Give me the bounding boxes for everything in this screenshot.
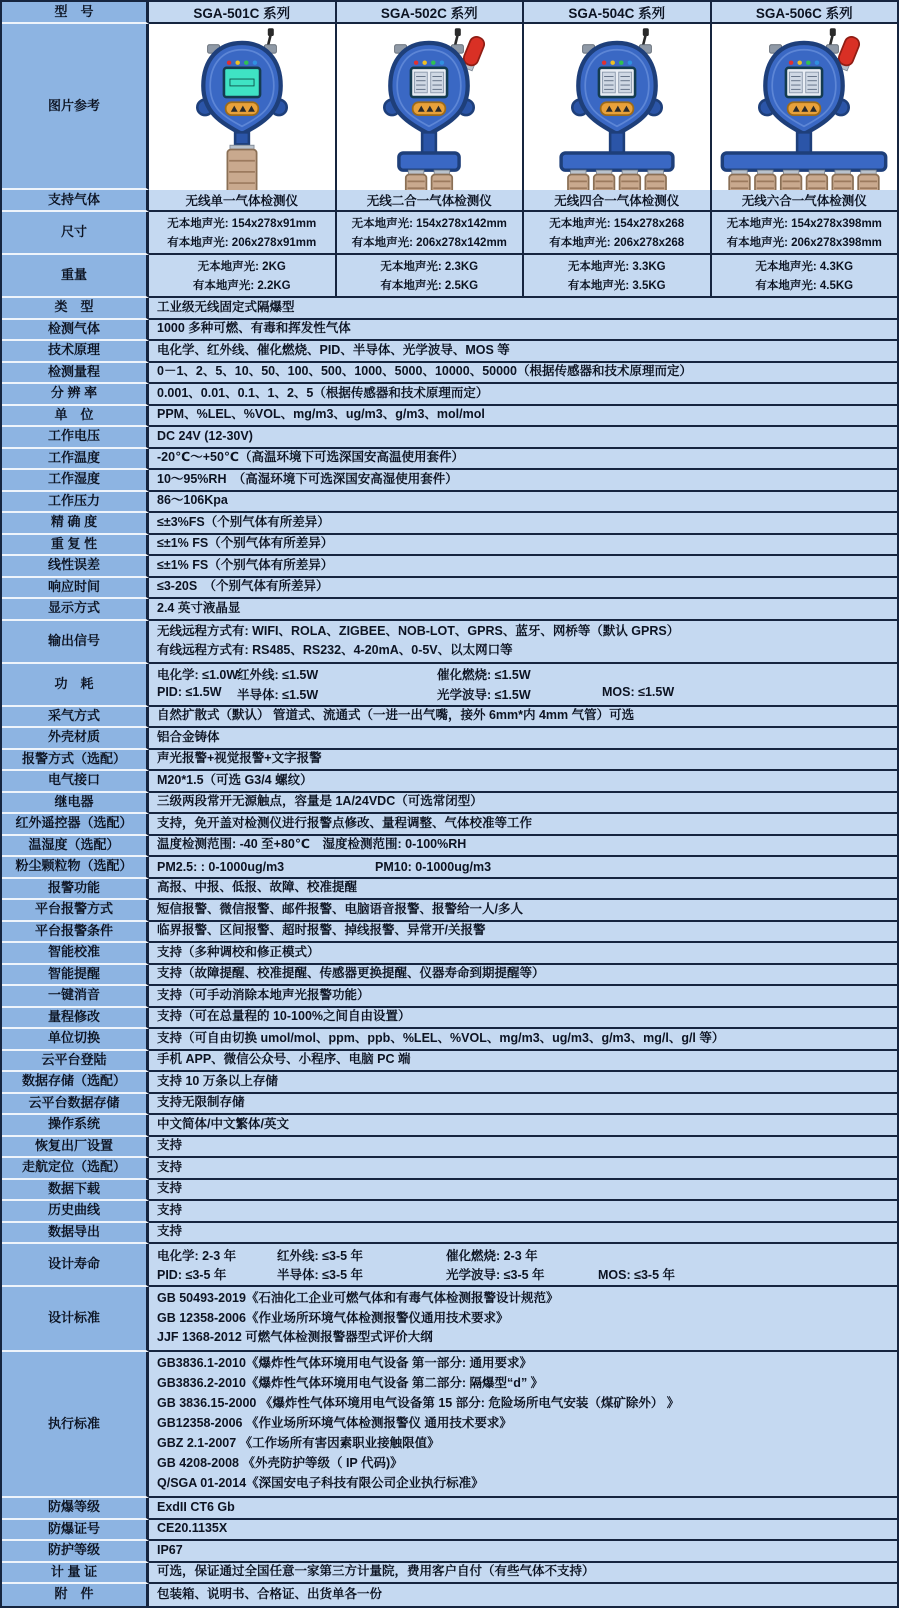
row-label: 量程修改: [2, 1008, 149, 1030]
row-value-text: ≤±3%FS（个别气体有所差异）: [157, 514, 330, 529]
row-value-segment: 红外线: ≤3-5 年: [277, 1248, 364, 1263]
row-value-segment: 光学波导: ≤3-5 年: [446, 1268, 545, 1283]
row-value-line: GB3836.1-2010《爆炸性气体环境用电气设备 第一部分: 通用要求》: [157, 1356, 533, 1371]
row-value: [149, 1115, 897, 1137]
row-value-text: 自然扩散式（默认） 管道式、流通式（一进一出气嘴，接外 6mm*内 4mm 气管）可选: [157, 708, 635, 723]
row-value: [149, 1072, 897, 1094]
table-row: [2, 363, 897, 385]
table-row: [2, 1029, 897, 1051]
row-value: [149, 1158, 897, 1180]
row-value-text: 支持（可自由切换 umol/mol、ppm、ppb、%LEL、%VOL、mg/m3、ug/m3、g/m3、mg/l、g/l 等）: [157, 1030, 725, 1045]
weight-value: 无本地声光: 3.3KG: [567, 261, 666, 273]
table-row: [2, 470, 897, 492]
row-value-text: 支持: [157, 1202, 183, 1217]
row-value: [149, 1287, 897, 1352]
row-label: 数据下载: [2, 1180, 149, 1202]
gas-type-label: 无线四合一气体检测仪: [554, 194, 680, 208]
row-value-segment: 半导体: ≤1.5W: [237, 687, 319, 702]
row-value: [149, 836, 897, 858]
row-label: 工作压力: [2, 492, 149, 514]
row-label: 操作系统: [2, 1115, 149, 1137]
row-value-text: 温度检测范围: -40 至+80℃ 湿度检测范围: 0-100%RH: [157, 837, 467, 852]
row-value-text: ≤±1% FS（个别气体有所差异）: [157, 536, 334, 551]
row-label: 响应时间: [2, 578, 149, 600]
model-header-label: 型 号: [2, 2, 149, 24]
gas-type-label: 无线二合一气体检测仪: [366, 194, 492, 208]
row-value-segment: 催化燃烧: ≤1.5W: [437, 668, 531, 683]
row-value-text: -20℃～+50℃（高温环境下可选深国安高温使用套件）: [157, 450, 465, 465]
image-columns: [149, 24, 897, 190]
table-row: [2, 728, 897, 750]
size-value: 有本地声光: 206x278x142mm: [351, 237, 507, 249]
row-label: 防爆等级: [2, 1498, 149, 1520]
row-label: 粉尘颗粒物（选配）: [2, 857, 149, 879]
row-value-segments: [149, 685, 897, 703]
table-row: [2, 1541, 897, 1563]
table-row: [2, 922, 897, 944]
row-value-text: 1000 多种可燃、有毒和挥发性气体: [157, 321, 351, 336]
table-row: [2, 513, 897, 535]
row-label: 附 件: [2, 1584, 149, 1606]
weight-value: 有本地声光: 2.2KG: [192, 280, 291, 292]
row-label: 类 型: [2, 298, 149, 320]
row-value: [149, 492, 897, 514]
row-label: 技术原理: [2, 341, 149, 363]
model-header-4: [710, 2, 898, 22]
row-value: [149, 793, 897, 815]
table-row: [2, 900, 897, 922]
row-value-text: 2.4 英寸液晶显: [157, 600, 241, 615]
row-value-segment: 光学波导: ≤1.5W: [437, 687, 531, 702]
row-label: 一键消音: [2, 986, 149, 1008]
row-value: [149, 664, 897, 707]
row-label: 云平台数据存储: [2, 1094, 149, 1116]
table-row: [2, 599, 897, 621]
row-label: 红外遥控器（选配）: [2, 814, 149, 836]
row-value-segment: PID: ≤3-5 年: [157, 1268, 227, 1283]
table-row: [2, 1223, 897, 1245]
row-value-text: 支持，免开盖对检测仪进行报警点修改、量程调整、气体校准等工作: [157, 815, 533, 830]
row-value-segment: 红外线: ≤1.5W: [237, 668, 319, 683]
row-label: 走航定位（选配）: [2, 1158, 149, 1180]
row-value: [149, 986, 897, 1008]
row-label: 防爆证号: [2, 1520, 149, 1542]
row-value-line: GBZ 2.1-2007 《工作场所有害因素职业接触限值》: [157, 1436, 440, 1451]
table-row: [2, 1563, 897, 1585]
row-value-line: GB 4208-2008 《外壳防护等级（ IP 代码)》: [157, 1456, 403, 1471]
row-value-text: 支持（故障提醒、校准提醒、传感器更换提醒、仪器寿命到期提醒等）: [157, 966, 545, 981]
table-row: [2, 1201, 897, 1223]
row-value: [149, 771, 897, 793]
table-row: [2, 212, 897, 255]
row-label: 云平台登陆: [2, 1051, 149, 1073]
row-label: 数据存储（选配）: [2, 1072, 149, 1094]
row-label: 历史曲线: [2, 1201, 149, 1223]
table-row: [2, 836, 897, 858]
row-value-text: 三级两段常开无源触点，容量是 1A/24VDC（可选常闭型）: [157, 794, 483, 809]
row-value: [149, 449, 897, 471]
row-value-text: 高报、中报、低报、故障、校准提醒: [157, 880, 358, 895]
row-value: [149, 599, 897, 621]
row-label: 单 位: [2, 406, 149, 428]
row-label: 输出信号: [2, 621, 149, 664]
row-label: 报警方式（选配）: [2, 750, 149, 772]
weight-value: 无本地声光: 2KG: [197, 261, 286, 273]
row-value-text: 手机 APP、微信公众号、小程序、电脑 PC 端: [157, 1052, 411, 1067]
row-value-text: CE20.1135X: [157, 1521, 228, 1536]
size-value: 有本地声光: 206x278x268: [549, 237, 685, 249]
row-value-segments: [149, 1265, 897, 1283]
row-value-segment: PM2.5: : 0-1000ug/m3: [157, 859, 285, 874]
size-value: 有本地声光: 206x278x398mm: [726, 237, 882, 249]
row-label: 平台报警方式: [2, 900, 149, 922]
row-value: [149, 621, 897, 664]
row-value-line: 有线远程方式有: RS485、RS232、4-20mA、0-5V、以太网口等: [157, 642, 513, 657]
row-value-text: 中文简体/中文繁体/英文: [157, 1116, 289, 1131]
model-name: SGA-501C 系列: [193, 6, 291, 21]
row-value-segment: PID: ≤1.5W: [157, 684, 222, 699]
row-value: [149, 1008, 897, 1030]
gas-detector-4in1-illustration: [522, 24, 710, 208]
row-label: 恢复出厂设置: [2, 1137, 149, 1159]
table-row: [2, 1287, 897, 1352]
row-value: [149, 384, 897, 406]
row-value: [149, 1051, 897, 1073]
row-value-text: 0－1、2、5、10、50、100、500、1000、5000、10000、50000（根据传感器和技术原理而定）: [157, 364, 692, 379]
table-row: [2, 1244, 897, 1287]
table-row: [2, 320, 897, 342]
weight-value: 有本地声光: 3.5KG: [567, 280, 666, 292]
row-value-segment: MOS: ≤3-5 年: [598, 1268, 676, 1283]
row-value: [149, 513, 897, 535]
table-row: [2, 707, 897, 729]
model-name: SGA-502C 系列: [380, 6, 478, 21]
table-row: [2, 621, 897, 664]
row-value-text: DC 24V (12-30V): [157, 428, 253, 443]
size-col-4: [710, 212, 898, 253]
row-label: 外壳材质: [2, 728, 149, 750]
row-value: [149, 943, 897, 965]
row-value-segments: [149, 860, 897, 874]
row-value: [149, 1201, 897, 1223]
row-value: [149, 922, 897, 944]
row-value-text: ExdII CT6 Gb: [157, 1499, 235, 1514]
table-row: [2, 492, 897, 514]
row-value-line: GB12358-2006 《作业场所环境气体检测报警仪 通用技术要求》: [157, 1416, 512, 1431]
row-label: 智能提醒: [2, 965, 149, 987]
row-value: [149, 1541, 897, 1563]
row-label: 检测气体: [2, 320, 149, 342]
gas-detector-2in1-illustration: [335, 24, 523, 208]
row-label-gas: 支持气体: [2, 190, 149, 212]
row-value: [149, 320, 897, 342]
table-row: [2, 449, 897, 471]
weight-col-4: [710, 255, 898, 296]
table-row: [2, 556, 897, 578]
row-value-text: 支持无限制存储: [157, 1095, 245, 1110]
row-label: 设计标准: [2, 1287, 149, 1352]
table-row: [2, 1584, 897, 1606]
row-value: [149, 298, 897, 320]
model-name: SGA-504C 系列: [568, 6, 666, 21]
row-value: [149, 556, 897, 578]
weight-col-3: [522, 255, 710, 296]
weight-value: 有本地声光: 4.5KG: [755, 280, 854, 292]
table-row: [2, 771, 897, 793]
size-value: 无本地声光: 154x278x398mm: [726, 218, 882, 230]
row-value-text: 支持（可在总量程的 10-100%之间自由设置）: [157, 1009, 411, 1024]
table-row: [2, 1158, 897, 1180]
gas-detector-6in1-illustration: [710, 24, 898, 208]
row-value-segment: PM10: 0-1000ug/m3: [375, 859, 492, 874]
header-columns: [149, 2, 897, 24]
gas-type-3: [522, 190, 710, 210]
row-value: [149, 900, 897, 922]
row-value-text: 支持 10 万条以上存储: [157, 1073, 278, 1088]
table-row: [2, 986, 897, 1008]
row-label: 执行标准: [2, 1352, 149, 1498]
row-value: [149, 1180, 897, 1202]
table-row: [2, 965, 897, 987]
row-label: 工作湿度: [2, 470, 149, 492]
row-value-text: 0.001、0.01、0.1、1、2、5（根据传感器和技术原理而定）: [157, 385, 489, 400]
size-col-3: [522, 212, 710, 253]
row-label: 平台报警条件: [2, 922, 149, 944]
row-label: 工作电压: [2, 427, 149, 449]
table-row: [2, 190, 897, 212]
table-row: [2, 943, 897, 965]
row-value-segment: 半导体: ≤3-5 年: [277, 1268, 364, 1283]
row-label: 继电器: [2, 793, 149, 815]
row-label: 电气接口: [2, 771, 149, 793]
row-value-text: ≤±1% FS（个别气体有所差异）: [157, 557, 334, 572]
table-row: [2, 1008, 897, 1030]
row-value-line: 无线远程方式有: WIFI、ROLA、ZIGBEE、NOB-LOT、GPRS、蓝牙、网桥等（默认 GPRS）: [157, 623, 680, 638]
row-label: 分 辨 率: [2, 384, 149, 406]
gas-type-4: [710, 190, 898, 210]
size-value: 无本地声光: 154x278x268: [549, 218, 685, 230]
size-value: 无本地声光: 154x278x142mm: [351, 218, 507, 230]
table-row: [2, 24, 897, 190]
row-value-text: 支持: [157, 1159, 183, 1174]
table-row: [2, 664, 897, 707]
table-row: [2, 857, 897, 879]
row-label-images: 图片参考: [2, 24, 149, 190]
row-value: [149, 363, 897, 385]
row-value: [149, 814, 897, 836]
row-value-text: 工业级无线固定式隔爆型: [157, 299, 295, 314]
row-value-text: ≤3-20S （个别气体有所差异）: [157, 579, 329, 594]
weight-col-2: [335, 255, 523, 296]
row-value-text: M20*1.5（可选 G3/4 螺纹）: [157, 772, 313, 787]
row-label: 温湿度（选配）: [2, 836, 149, 858]
row-value-text: 声光报警+视觉报警+文字报警: [157, 751, 322, 766]
row-value: [149, 879, 897, 901]
table-row: [2, 255, 897, 298]
row-label: 功 耗: [2, 664, 149, 707]
row-value-text: 支持: [157, 1181, 183, 1196]
row-value: [149, 707, 897, 729]
gas-type-2: [335, 190, 523, 210]
model-header-1: [149, 2, 335, 22]
table-row: [2, 814, 897, 836]
table-row: [2, 1115, 897, 1137]
row-value: [149, 406, 897, 428]
row-value-line: JJF 1368-2012 可燃气体检测报警器型式评价大纲: [157, 1330, 433, 1345]
row-value-segments: [149, 1246, 897, 1264]
row-value-line: GB 50493-2019《石油化工企业可燃气体和有毒气体检测报警设计规范》: [157, 1291, 559, 1306]
row-value-text: 支持（多种调校和修正模式）: [157, 944, 320, 959]
table-row: [2, 879, 897, 901]
table-row: [2, 2, 897, 24]
row-value-text: IP67: [157, 1542, 183, 1557]
table-row: [2, 1180, 897, 1202]
row-value-text: 86～106Kpa: [157, 493, 228, 508]
row-label: 线性误差: [2, 556, 149, 578]
row-value-segment: 催化燃烧: 2-3 年: [446, 1248, 538, 1263]
row-value: [149, 857, 897, 879]
row-value: [149, 728, 897, 750]
row-label: 防护等级: [2, 1541, 149, 1563]
table-row: [2, 341, 897, 363]
row-value-text: 10～95%RH （高湿环境下可选深国安高湿使用套件）: [157, 471, 458, 486]
row-label: 计 量 证: [2, 1563, 149, 1585]
size-col-1: [149, 212, 335, 253]
row-value-line: GB3836.2-2010《爆炸性气体环境用电气设备 第二部分: 隔爆型“d” 》: [157, 1376, 544, 1391]
row-value-segments: [149, 665, 897, 683]
row-label: 智能校准: [2, 943, 149, 965]
row-label: 工作温度: [2, 449, 149, 471]
table-row: [2, 1498, 897, 1520]
table-row: [2, 793, 897, 815]
table-row: [2, 1520, 897, 1542]
row-value-text: 短信报警、微信报警、邮件报警、电脑语音报警、报警给一人/多人: [157, 901, 523, 916]
table-row: [2, 298, 897, 320]
weight-value: 有本地声光: 2.5KG: [380, 280, 479, 292]
row-value-text: 临界报警、区间报警、超时报警、掉线报警、异常开/关报警: [157, 923, 486, 938]
row-label: 单位切换: [2, 1029, 149, 1051]
row-value: [149, 1029, 897, 1051]
row-value-text: 铝合金铸体: [157, 729, 220, 744]
row-label: 报警功能: [2, 879, 149, 901]
weight-col-1: [149, 255, 335, 296]
row-label-size: 尺寸: [2, 212, 149, 255]
table-row: [2, 1352, 897, 1498]
table-row: [2, 427, 897, 449]
row-value: [149, 1498, 897, 1520]
row-value-text: PPM、%LEL、%VOL、mg/m3、ug/m3、g/m3、mol/mol: [157, 407, 485, 422]
row-label: 精 确 度: [2, 513, 149, 535]
table-row: [2, 406, 897, 428]
table-row: [2, 750, 897, 772]
row-value-line: GB 12358-2006《作业场所环境气体检测报警仪通用技术要求》: [157, 1310, 509, 1325]
row-label: 设计寿命: [2, 1244, 149, 1287]
row-value: [149, 1520, 897, 1542]
row-value-text: 可选，保证通过全国任意一家第三方计量院，费用客户自付（有些气体不支持）: [157, 1564, 595, 1579]
row-label-weight: 重量: [2, 255, 149, 298]
size-value: 有本地声光: 206x278x91mm: [167, 237, 317, 249]
row-value-text: 支持: [157, 1224, 183, 1239]
row-value: [149, 341, 897, 363]
model-header-3: [522, 2, 710, 22]
row-value-segment: MOS: ≤1.5W: [602, 684, 675, 699]
row-value-segment: 电化学: 2-3 年: [157, 1248, 237, 1263]
row-value: [149, 427, 897, 449]
model-header-2: [335, 2, 523, 22]
table-row: [2, 1051, 897, 1073]
table-row: [2, 384, 897, 406]
row-value-segment: 电化学: ≤1.0W: [157, 668, 239, 683]
row-label: 采气方式: [2, 707, 149, 729]
size-value: 无本地声光: 154x278x91mm: [167, 218, 317, 230]
row-value: [149, 578, 897, 600]
gas-detector-single-illustration: [149, 24, 335, 208]
row-value: [149, 1223, 897, 1245]
table-row: [2, 535, 897, 557]
row-value: [149, 470, 897, 492]
row-value: [149, 535, 897, 557]
row-value-text: 包装箱、说明书、合格证、出货单各一份: [157, 1586, 383, 1601]
row-value: [149, 1094, 897, 1116]
row-value: [149, 1137, 897, 1159]
row-value-line: GB 3836.15-2000 《爆炸性气体环境用电气设备第 15 部分: 危险场所电气安装（煤矿除外） 》: [157, 1396, 680, 1411]
row-value-text: 支持（可手动消除本地声光报警功能）: [157, 987, 370, 1002]
row-value: [149, 1244, 897, 1287]
table-row: [2, 1137, 897, 1159]
row-label: 显示方式: [2, 599, 149, 621]
table-row: [2, 1072, 897, 1094]
row-label: 检测量程: [2, 363, 149, 385]
table-row: [2, 578, 897, 600]
row-label: 重 复 性: [2, 535, 149, 557]
weight-value: 无本地声光: 4.3KG: [755, 261, 854, 273]
row-value: [149, 1563, 897, 1585]
gas-type-1: [149, 190, 335, 210]
row-value: [149, 965, 897, 987]
row-value-line: Q/SGA 01-2014《深国安电子科技有限公司企业执行标准》: [157, 1476, 484, 1491]
size-col-2: [335, 212, 523, 253]
model-name: SGA-506C 系列: [755, 6, 853, 21]
table-row: [2, 1094, 897, 1116]
row-label: 数据导出: [2, 1223, 149, 1245]
gas-type-label: 无线单一气体检测仪: [185, 194, 298, 208]
row-value-text: 电化学、红外线、催化燃烧、PID、半导体、光学波导、MOS 等: [157, 342, 510, 357]
gas-type-label: 无线六合一气体检测仪: [741, 194, 867, 208]
row-value-text: 支持: [157, 1138, 183, 1153]
row-value: [149, 750, 897, 772]
weight-value: 无本地声光: 2.3KG: [380, 261, 479, 273]
row-value: [149, 1352, 897, 1498]
row-value: [149, 1584, 897, 1606]
